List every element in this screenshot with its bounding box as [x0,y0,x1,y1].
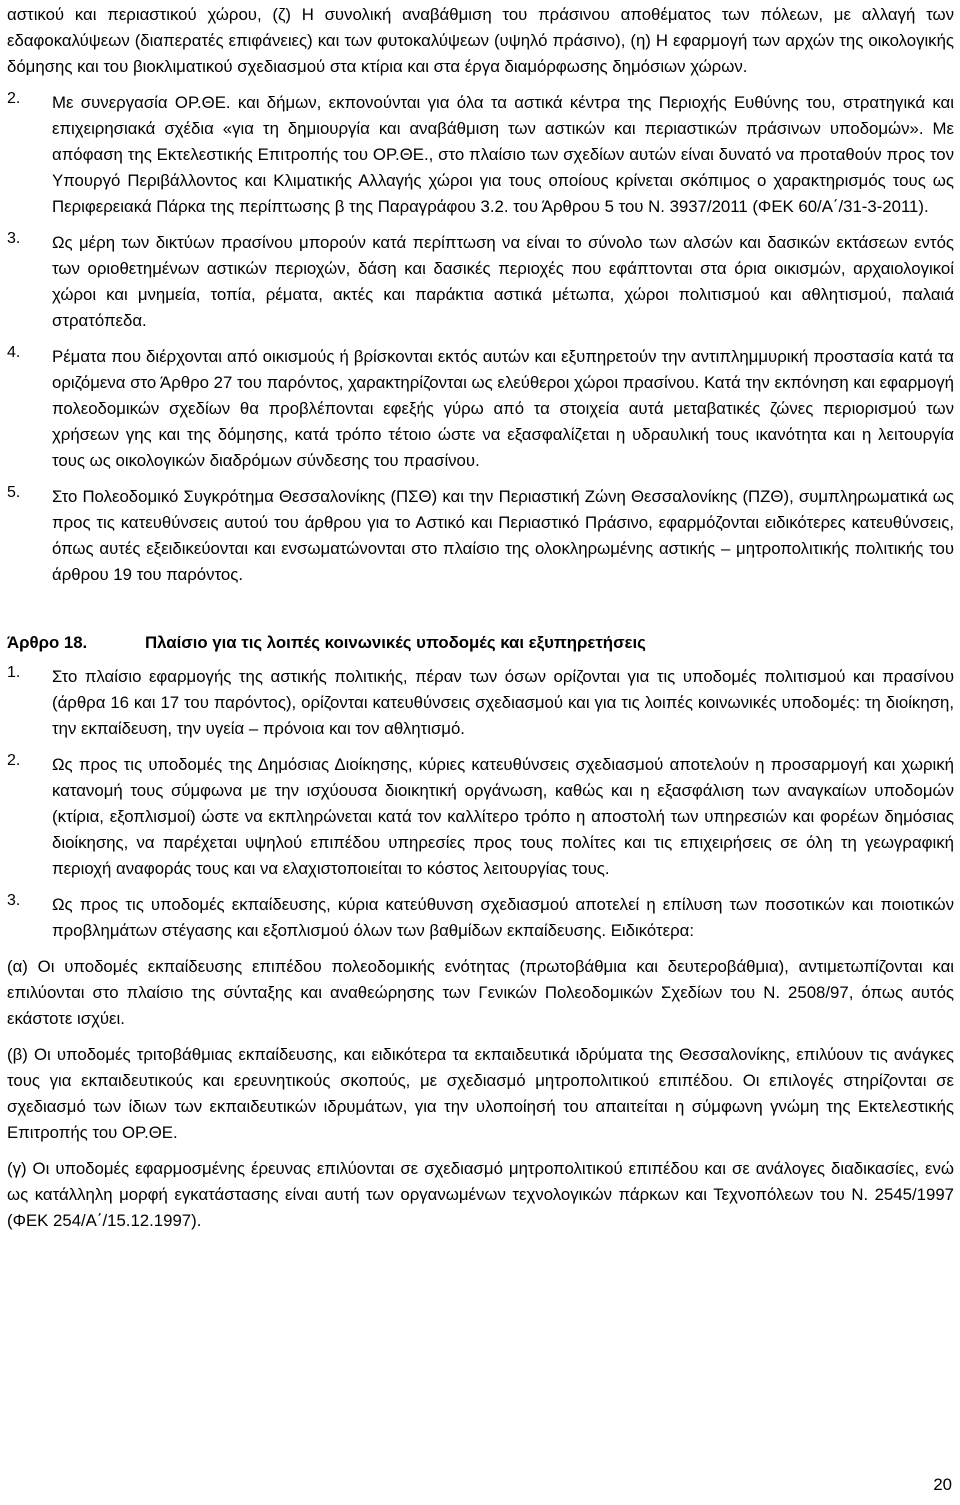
article18-item-3 [7,892,954,944]
item-number: 5. [7,484,21,501]
article17-item-3 [7,230,954,334]
item-text: Ως προς τις υποδομές εκπαίδευσης, κύρια κατεύθυνση σχεδιασμού αποτελεί η επίλυση των ποσοτικών και ποιοτικών προβλημάτων στέγασης και εξοπλισμού όλων των βαθμίδων εκπαίδευσης. Ειδικότερα: [52,895,954,940]
item-text: Στο Πολεοδομικό Συγκρότημα Θεσσαλονίκης (ΠΣΘ) και την Περιαστική Ζώνη Θεσσαλονίκης (ΠΖΘ), συμπληρωματικά ως προς τις κατευθύνσεις αυτού του άρθρου για το Αστικό και Περιαστικό Πράσινο, εφαρμόζονται ειδικότερες κατευθύνσεις, όπως αυτές εξειδικεύονται και ενσωματώνονται στο πλαίσιο της ολοκληρωμένης αστικής – μητροπολιτικής πολιτικής του άρθρου 19 του παρόντος. [52,487,954,584]
intro-paragraph: αστικού και περιαστικού χώρου, (ζ) Η συνολική αναβάθμιση του πράσινου αποθέματος των πόλεων, με αλλαγή των εδαφοκαλύψεων (διαπερατές επιφάνειες) και των φυτοκαλύψεων (υψηλό πράσινο), (η) Η εφαρμογή των αρχών της οικολογικής δόμησης και του βιοκλιματικού σχεδιασμού στα κτίρια και στα έργα διαμόρφωσης δημόσιων χώρων. [7,5,954,76]
item-text: Με συνεργασία ΟΡ.ΘΕ. και δήμων, εκπονούνται για όλα τα αστικά κέντρα της Περιοχής Ευθύνης του, στρατηγικά και επιχειρησιακά σχέδια «για τη δημιουργία και αναβάθμιση των αστικών και περιαστικών πράσινων υποδομών». Με απόφαση της Εκτελεστικής Επιτροπής του ΟΡ.ΘΕ., στο πλαίσιο των σχεδίων αυτών είναι δυνατό να προταθούν προς τον Υπουργό Περιβάλλοντος και Κλιματικής Αλλαγής χώροι για τους οποίους κρίνεται σκόπιμος ο χαρακτηρισμός τους ως Περιφερειακά Πάρκα της περίπτωσης β της Παραγράφου 3.2. του Άρθρου 5 του Ν. 3937/2011 (ΦΕΚ 60/Α΄/31-3-2011). [52,93,954,216]
item-number: 2. [7,90,21,107]
article17-item-5 [7,484,954,588]
subitem-alpha: (α) Οι υποδομές εκπαίδευσης επιπέδου πολεοδομικής ενότητας (πρωτοβάθμια και δευτεροβάθμια), αντιμετωπίζονται και επιλύονται στο πλαίσιο της σύνταξης και αναθεώρησης των Γενικών Πολεοδομικών Σχεδίων του Ν. 2508/97, όπως αυτός εκάστοτε ισχύει. [7,957,954,1028]
document-body [7,2,954,1234]
item-number: 2. [7,752,21,769]
article18-item-2 [7,752,954,882]
page-number: 20 [933,1475,952,1494]
item-number: 4. [7,344,21,361]
subitem-gamma: (γ) Οι υποδομές εφαρμοσμένης έρευνας επιλύονται σε σχεδιασμό μητροπολιτικού επιπέδου και σε ανάλογες διαδικασίες, ενώ ως κατάλληλη μορφή εγκατάστασης είναι αυτή των οργανωμένων τεχνολογικών πάρκων και Τεχνοπόλεων του Ν. 2545/1997 (ΦΕΚ 254/Α΄/15.12.1997). [7,1159,954,1230]
article18-heading [7,630,954,656]
item-text: Στο πλαίσιο εφαρμογής της αστικής πολιτικής, πέραν των όσων ορίζονται για τις υποδομές πολιτισμού και πρασίνου (άρθρα 16 και 17 του παρόντος), ορίζονται κατευθύνσεις σχεδιασμού και για τις λοιπές κοινωνικές υποδομές: τη διοίκηση, την εκπαίδευση, την υγεία – πρόνοια και τον αθλητισμό. [52,667,954,738]
item-number: 3. [7,230,21,247]
item-text: Ρέματα που διέρχονται από οικισμούς ή βρίσκονται εκτός αυτών και εξυπηρετούν την αντιπλημμυρική προστασία κατά τα οριζόμενα στο Άρθρο 27 του παρόντος, χαρακτηρίζονται ως ελεύθεροι χώροι πρασίνου. Κατά την εκπόνηση και εφαρμογή πολεοδομικών σχεδίων θα προβλέπονται εφεξής γύρω από τα στοιχεία αυτά μεταβατικές ζώνες περιορισμού των χρήσεων γης και της δόμησης, κατά τρόπο τέτοιο ώστε να εξασφαλίζεται η υδραυλική τους ικανότητα και η λειτουργία τους ως οικολογικών διαδρόμων σύνδεσης του πρασίνου. [52,347,954,470]
subitem-beta: (β) Οι υποδομές τριτοβάθμιας εκπαίδευσης, και ειδικότερα τα εκπαιδευτικά ιδρύματα της Θεσσαλονίκης, επιλύουν τις ανάγκες τους για εκπαιδευτικούς και ερευνητικούς σκοπούς, με σχεδιασμό μητροπολιτικού επιπέδου. Οι επιλογές στηρίζονται σε σχεδιασμό των ίδιων των εκπαιδευτικών ιδρυμάτων, για την υλοποίησή του απαιτείται η σύμφωνη γνώμη της Εκτελεστικής Επιτροπής του ΟΡ.ΘΕ. [7,1045,954,1142]
item-text: Ως μέρη των δικτύων πρασίνου μπορούν κατά περίπτωση να είναι το σύνολο των αλσών και δασικών εκτάσεων εντός των οριοθετημένων αστικών περιοχών, δάση και δασικές περιοχές που εφάπτονται στα όρια οικισμών, αρχαιολογικοί χώροι και μνημεία, τοπία, ρέματα, ακτές και παράκτια αστικά μέτωπα, χώροι πολιτισμού και αθλητισμού, παλαιά στρατόπεδα. [52,233,954,330]
item-number: 3. [7,892,21,909]
article-label: Άρθρο 18. [7,633,88,652]
article17-item-2 [7,90,954,220]
article-title: Πλαίσιο για τις λοιπές κοινωνικές υποδομές και εξυπηρετήσεις [145,633,646,652]
article18-item-1 [7,664,954,742]
item-number: 1. [7,664,21,681]
article17-item-4 [7,344,954,474]
item-text: Ως προς τις υποδομές της Δημόσιας Διοίκησης, κύριες κατευθύνσεις σχεδιασμού αποτελούν η προσαρμογή και χωρική κατανομή τους σύμφωνα με την ισχύουσα διοικητική οργάνωση, καθώς και η εξασφάλιση των αναγκαίων υποδομών (κτίρια, εξοπλισμοί) ώστε να εκπληρώνεται κατά τον καλλίτερο τρόπο η αποστολή των υπηρεσιών και φορέων δημόσιας διοίκησης, να παρέχεται υψηλού επιπέδου υπηρεσίες προς τους πολίτες και τις επιχειρήσεις σε όλη τη γεωγραφική περιοχή αναφοράς τους και να ελαχιστοποιείται το κόστος λειτουργίας τους. [52,755,954,878]
